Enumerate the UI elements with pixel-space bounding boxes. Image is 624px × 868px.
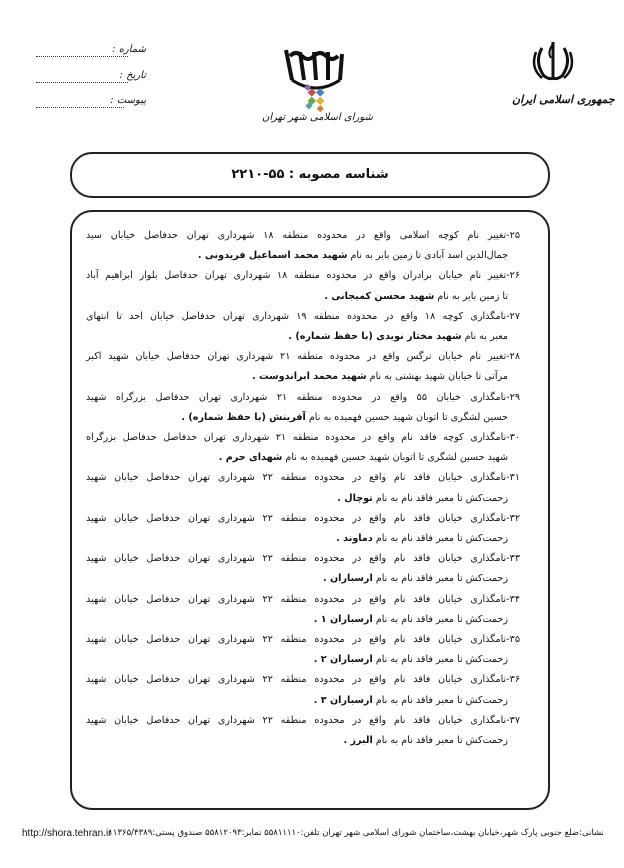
item-line-1: ۳۴-نامگذاری خیابان فاقد نام واقع در محدوده منطقه ۲۲ شهرداری تهران حدفاصل خیابان شهید xyxy=(86,593,520,605)
item-line-2 xyxy=(86,529,520,549)
item-end-mark: . xyxy=(336,533,344,545)
item-end-mark: . xyxy=(313,613,321,625)
item-line-1: ۳۳-نامگذاری خیابان فاقد نام واقع در محدوده منطقه ۲۲ شهرداری تهران حدفاصل خیابان شهید xyxy=(86,553,520,565)
item-new-name: ارسباران xyxy=(329,573,373,585)
council-emblem-icon xyxy=(276,38,356,118)
item-end-mark: . xyxy=(337,492,345,504)
item-line-2 xyxy=(86,246,520,266)
footer-url: http://shora.tehran.ir xyxy=(22,828,112,839)
item-new-name: شهید محمد ابراندوست xyxy=(259,371,367,383)
item-end-mark: . xyxy=(197,250,205,262)
number-label: شماره : xyxy=(112,44,146,55)
item-end-mark: . xyxy=(218,452,226,464)
date-field-line xyxy=(36,82,128,83)
item-new-name: البرز xyxy=(350,735,373,747)
item-new-name: دماوند xyxy=(343,533,373,545)
item-end-mark: . xyxy=(313,694,321,706)
item-new-name: آفرینش (با حفظ شماره) xyxy=(188,411,306,423)
resolution-item xyxy=(86,428,520,468)
item-line-2 xyxy=(86,691,520,711)
item-line-2-text: جمال‌الدین اسد آبادی تا زمین بایر به نام xyxy=(350,250,508,262)
item-line-1: ۳۵-نامگذاری خیابان فاقد نام واقع در محدوده منطقه ۲۲ شهرداری تهران حدفاصل خیابان شهید xyxy=(86,634,520,646)
item-line-2-text: شهید حسین لشگری تا اتوبان شهید حسین فهمیده به نام xyxy=(285,452,508,464)
resolution-id-box xyxy=(70,152,550,198)
item-line-2-text: زحمت‌کش تا معبر فاقد نام به نام xyxy=(375,533,508,545)
number-field-line xyxy=(36,56,128,57)
item-line-2-text: زحمت‌کش تا معبر فاقد نام به نام xyxy=(375,573,508,585)
item-line-2 xyxy=(86,367,520,387)
resolution-item xyxy=(86,468,520,508)
resolution-item xyxy=(86,711,520,751)
item-line-2 xyxy=(86,610,520,630)
government-name: جمهوری اسلامی ایران xyxy=(512,93,615,106)
council-name: شورای اسلامی شهر تهران xyxy=(262,112,373,123)
item-line-2-text: زحمت‌کش تا معبر فاقد نام به نام xyxy=(375,735,508,747)
resolution-item xyxy=(86,630,520,670)
item-line-2-text: زحمت‌کش تا معبر فاقد نام به نام xyxy=(375,694,508,706)
item-line-2 xyxy=(86,448,520,468)
item-line-1: ۳۲-نامگذاری خیابان فاقد نام واقع در محدوده منطقه ۲۲ شهرداری تهران حدفاصل خیابان شهید xyxy=(86,512,520,524)
item-end-mark: . xyxy=(252,371,260,383)
item-line-1: ۲۵-تغییر نام کوچه اسلامی واقع در محدوده منطقه ۱۸ شهرداری تهران حدفاصل خیابان سید xyxy=(86,230,520,241)
item-new-name: شهید محمد اسماعیل فریدونی xyxy=(204,250,348,262)
item-end-mark: . xyxy=(288,331,296,343)
item-line-2-text: زحمت‌کش تا معبر فاقد نام به نام xyxy=(375,492,508,504)
item-line-2-text: حسین لشگری تا اتوبان شهید حسین فهمیده به نام xyxy=(308,411,508,423)
item-line-1: ۳۱-نامگذاری خیابان فاقد نام واقع در محدوده منطقه ۲۲ شهرداری تهران حدفاصل خیابان شهید xyxy=(86,472,520,484)
item-end-mark: . xyxy=(313,654,321,666)
item-line-2-text: زحمت‌کش تا معبر فاقد نام به نام xyxy=(375,654,508,666)
iran-emblem xyxy=(528,38,578,84)
resolution-item xyxy=(86,549,520,589)
resolution-item xyxy=(86,590,520,630)
resolution-item xyxy=(86,670,520,710)
resolution-item xyxy=(86,266,520,306)
item-end-mark: . xyxy=(181,411,189,423)
item-line-2 xyxy=(86,650,520,670)
item-line-2 xyxy=(86,408,520,428)
item-line-2-text: مرآتی تا خیابان شهید بهشتی به نام xyxy=(369,371,508,383)
item-new-name: شهید مختار نویدی (با حفظ شماره) xyxy=(295,331,462,343)
item-line-1: ۳۷-نامگذاری خیابان فاقد نام واقع در محدوده منطقه ۲۲ شهرداری تهران حدفاصل خیابان شهید xyxy=(86,714,520,726)
item-line-2-text: زحمت‌کش تا معبر فاقد نام به نام xyxy=(375,613,508,625)
item-line-1: ۲۷-نامگذاری کوچه ۱۸ واقع در محدوده منطقه ۱۹ شهرداری تهران حدفاصل خیابان احد تا انتهای xyxy=(86,310,520,322)
item-end-mark: . xyxy=(343,735,351,747)
item-line-2 xyxy=(86,489,520,509)
date-label: تاریخ : xyxy=(119,70,146,81)
item-end-mark: . xyxy=(322,573,330,585)
item-line-1: ۲۹-نامگذاری خیابان ۵۵ واقع در محدوده منطقه ۲۱ شهرداری تهران حدفاصل بزرگراه شهید xyxy=(86,391,520,403)
item-line-2 xyxy=(86,287,520,307)
item-new-name: توچال xyxy=(344,492,373,504)
resolution-id: شناسه مصوبه : ۵۵-۲۲۱۰ xyxy=(231,167,389,182)
item-new-name: شهدای حرم xyxy=(225,452,283,464)
item-line-2 xyxy=(86,327,520,347)
item-line-1: ۲۸-تغییر نام خیابان نرگس واقع در محدوده منطقه ۲۱ شهرداری تهران حدفاصل خیابان شهید اکبر xyxy=(86,351,520,363)
item-line-2 xyxy=(86,731,520,751)
footer-address: نشانی:ضلع جنوبی پارک شهر،خیابان بهشت،ساختمان شورای اسلامی شهر تهران تلفن:۵۵۸۱۱۱۱۰ نمابر:۵۵۸۱۲۰۹۳ صندوق پستی:۱۱۳۶۵/۴۳۸۹ xyxy=(108,828,604,838)
resolution-items-list xyxy=(86,226,520,751)
resolution-item xyxy=(86,388,520,428)
resolution-item xyxy=(86,347,520,387)
resolution-item xyxy=(86,509,520,549)
item-line-1: ۲۶-تغییر نام خیابان برادران واقع در محدوده منطقه ۱۸ شهرداری تهران حدفاصل بلوار ابراهیم آباد xyxy=(86,270,520,282)
iran-emblem-icon xyxy=(528,38,578,84)
item-new-name: ارسباران ۲ xyxy=(320,654,373,666)
item-line-2 xyxy=(86,569,520,589)
item-line-2-text: معبر به نام xyxy=(464,331,508,343)
item-line-2-text: تا زمین بایر به نام xyxy=(437,290,508,302)
item-new-name: شهید محسن کمیجانی xyxy=(331,290,435,302)
item-end-mark: . xyxy=(324,290,332,302)
attachment-field-line xyxy=(36,107,124,108)
resolution-item xyxy=(86,307,520,347)
item-line-1: ۳۰-نامگذاری کوچه فاقد نام واقع در محدوده منطقه ۲۱ شهرداری تهران حدفاصل حدفاصل بزرگراه xyxy=(86,432,521,444)
item-line-1: ۳۶-نامگذاری خیابان فاقد نام واقع در محدوده منطقه ۲۲ شهرداری تهران حدفاصل خیابان شهید xyxy=(86,674,520,686)
item-new-name: ارسباران ۱ xyxy=(320,613,373,625)
attachment-label: پیوست : xyxy=(110,95,146,106)
resolution-item xyxy=(86,226,520,266)
item-new-name: ارسباران ۳ xyxy=(320,694,373,706)
council-logo xyxy=(276,38,356,120)
